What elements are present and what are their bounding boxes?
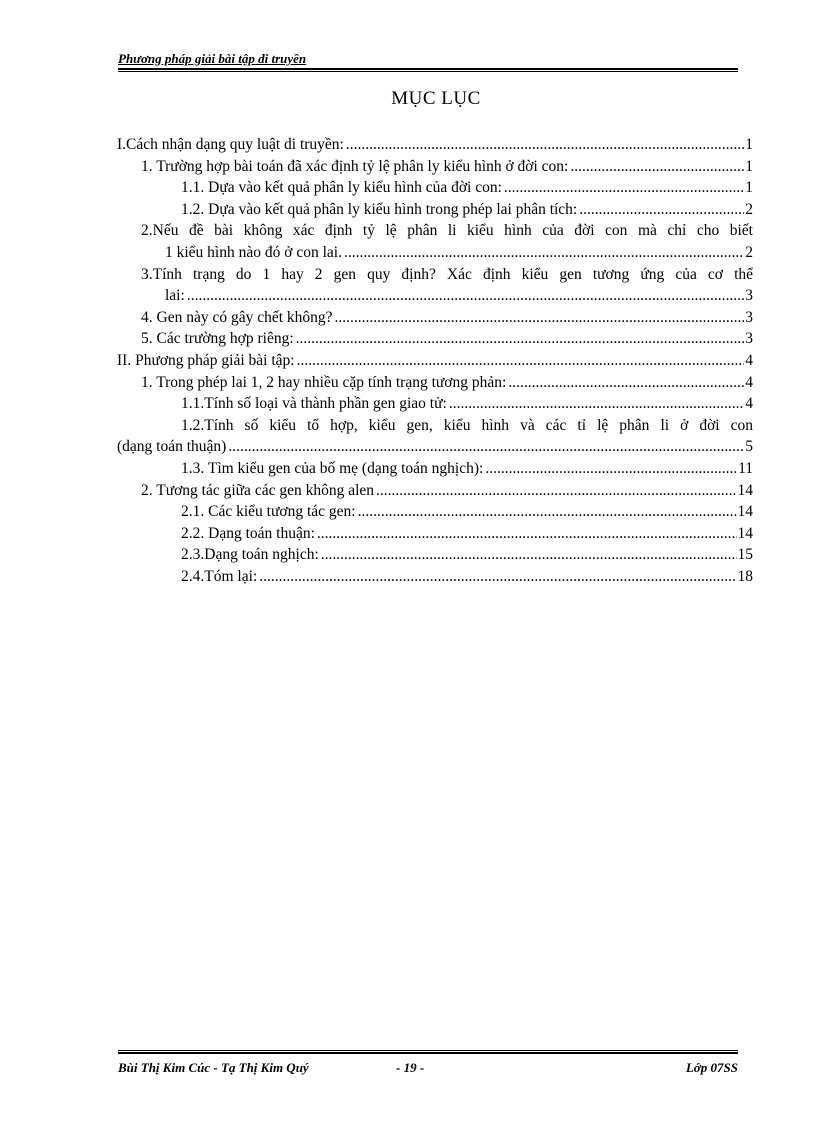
toc-leader [358,501,737,523]
page-header [118,50,738,72]
toc-leader [259,566,736,588]
toc-entry-page: 3 [745,308,753,326]
footer-class: Lớp 07SS [685,1060,738,1075]
toc-entry-2-2-1[interactable] [117,501,753,523]
toc-entry-text: 1.1.Tính số loại và thành phần gen giao tử: [181,395,447,413]
toc-leader [187,285,744,307]
toc-entry-2-1-1[interactable] [117,393,753,415]
footer-page-number: - 19 - [396,1060,425,1075]
page-title: MỤC LỤC [391,88,481,109]
toc-entry-1-1[interactable] [117,156,753,178]
toc-leader [317,523,737,545]
toc-entry-text: 1.3. Tìm kiểu gen của bố mẹ (dạng toán nghịch): [181,459,484,477]
toc-leader [570,156,744,178]
toc-entry-page: 4 [745,351,753,369]
toc-leader [321,544,737,566]
toc-entry-1-2[interactable] [117,220,753,263]
table-of-contents [117,134,753,587]
toc-entry-2-1-3[interactable] [117,458,753,480]
page-footer [118,1050,738,1079]
toc-entry-page: 1 [745,136,753,153]
toc-entry-text: 2.2. Dạng toán thuận: [181,524,315,542]
toc-leader [508,372,744,394]
toc-entry-1-1-1[interactable] [117,177,753,199]
toc-entry-text: 1.2. Dựa vào kết quả phân ly kiểu hình trong phép lai phân tích: [181,200,578,218]
toc-entry-text: 2. Tương tác giữa các gen không alen [141,481,375,499]
toc-entry-1[interactable] [117,134,753,156]
toc-entry-1-3[interactable] [117,264,753,307]
toc-entry-text-line1: 3.Tính trạng do 1 hay 2 gen quy định? Xác định kiểu gen tương ứng của cơ thể [141,265,753,283]
toc-entry-page: 2 [745,243,753,261]
toc-entry-page: 5 [745,438,753,456]
toc-entry-2-2-4[interactable] [117,566,753,588]
toc-entry-page: 11 [738,459,753,477]
toc-leader [376,480,736,502]
toc-entry-text: 2.1. Các kiểu tương tác gen: [181,503,356,521]
toc-leader [344,242,744,264]
toc-entry-page: 2 [745,200,753,218]
toc-entry-text: 1. Trường hợp bài toán đã xác định tỷ lệ phân ly kiểu hình ở đời con: [141,157,569,175]
toc-entry-2-1-2[interactable] [117,415,753,458]
toc-entry-page: 1 [745,157,753,175]
toc-entry-2[interactable] [117,350,753,372]
toc-entry-page: 14 [737,524,753,542]
toc-entry-text: 2.4.Tóm lại: [181,567,258,585]
toc-leader [449,393,744,415]
toc-entry-2-1[interactable] [117,372,753,394]
toc-entry-page: 15 [737,546,753,564]
toc-entry-text-line2: 1 kiểu hình nào đó ở con lai. [165,243,342,261]
toc-entry-page: 14 [737,503,753,521]
toc-leader [296,328,745,350]
toc-entry-1-1-2[interactable] [117,199,753,221]
header-text: Phương pháp giải bài tập di truyền [118,51,307,66]
toc-entry-text: 4. Gen này có gây chết không? [141,308,333,326]
toc-entry-page: 4 [745,373,753,391]
toc-entry-page: 3 [745,287,753,305]
toc-entry-2-2[interactable] [117,480,753,502]
toc-entry-page: 3 [745,330,753,348]
header-rule-thick [118,68,738,70]
toc-entry-text: I.Cách nhận dạng quy luật di truyền: [117,136,344,153]
toc-leader [579,199,744,221]
toc-entry-1-4[interactable] [117,307,753,329]
toc-entry-text-line2: lai: [165,287,185,305]
header-rule-thin [118,71,738,72]
toc-entry-page: 4 [745,395,753,413]
toc-leader [297,350,745,372]
toc-leader [228,436,744,458]
footer-rule-thick [118,1052,738,1054]
footer-authors: Bùi Thị Kim Cúc - Tạ Thị Kim Quý [118,1060,309,1075]
toc-entry-text: II. Phương pháp giải bài tập: [117,351,295,369]
toc-entry-text: 1. Trong phép lai 1, 2 hay nhiều cặp tính trạng tương phản: [141,373,507,391]
toc-entry-page: 1 [745,179,753,197]
toc-leader [335,307,745,329]
toc-entry-2-2-3[interactable] [117,544,753,566]
toc-entry-2-2-2[interactable] [117,523,753,545]
toc-entry-text: 1.1. Dựa vào kết quả phân ly kiểu hình của đời con: [181,179,502,197]
toc-entry-text-line2: (dạng toán thuận) [117,438,227,456]
toc-entry-text-line1: 2.Nếu đề bài không xác định tỷ lệ phân li kiểu hình của đời con mà chỉ cho biết [141,222,753,240]
toc-entry-text: 2.3.Dạng toán nghịch: [181,546,319,564]
toc-entry-page: 14 [737,481,753,499]
toc-leader [504,177,744,199]
toc-entry-1-5[interactable] [117,328,753,350]
toc-leader [485,458,737,480]
toc-entry-text-line1: 1.2.Tính số kiểu tổ hợp, kiểu gen, kiểu hình và các tỉ lệ phân li ở đời con [181,416,753,434]
toc-entry-page: 18 [737,567,753,585]
footer-rule-thin [118,1050,738,1051]
toc-entry-text: 5. Các trường hợp riêng: [141,330,294,348]
toc-leader [346,134,744,156]
